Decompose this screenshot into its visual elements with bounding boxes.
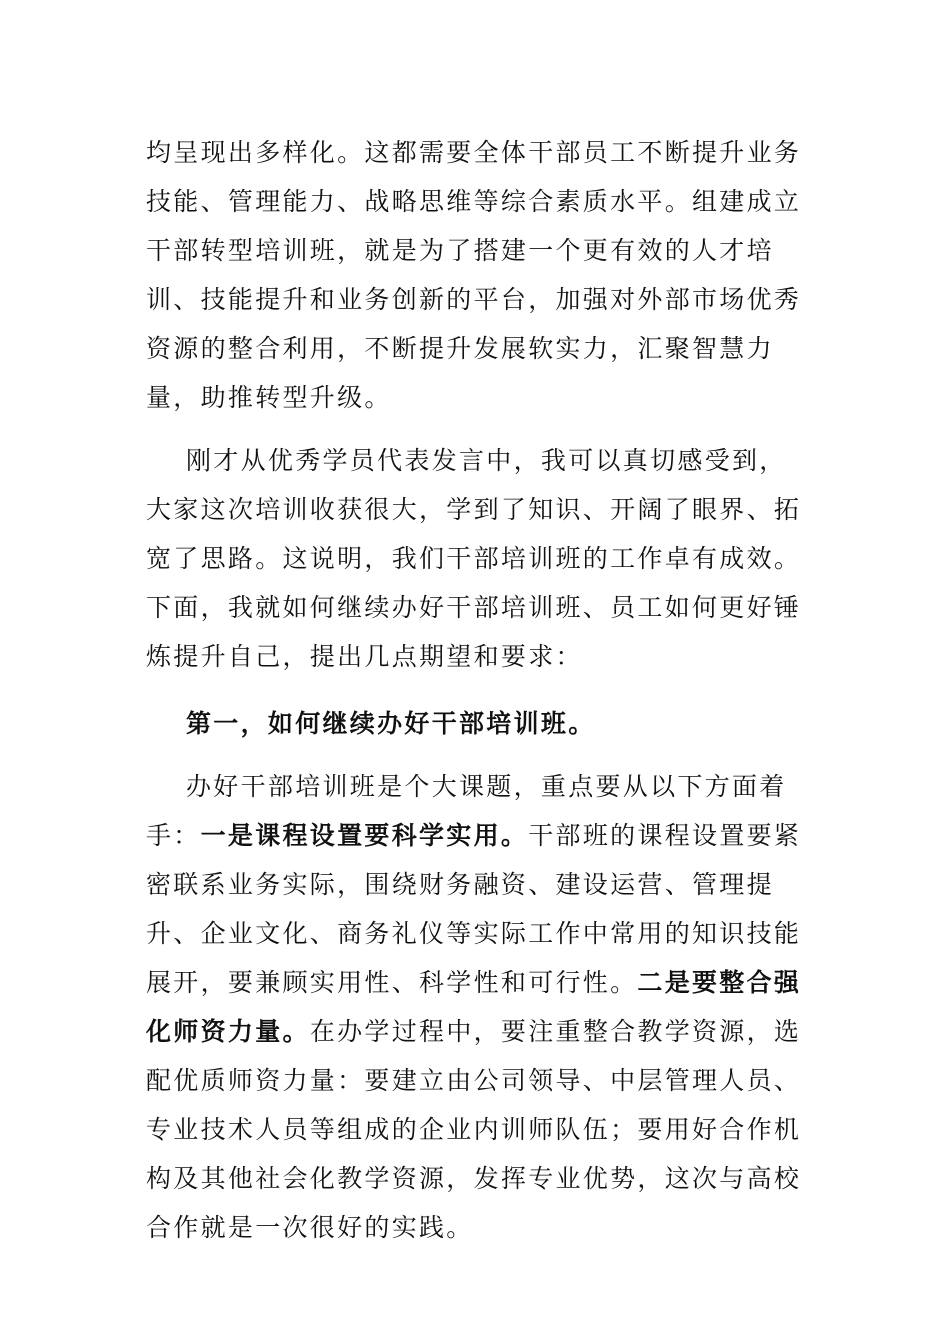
point-one-title: 一是课程设置要科学实用。	[200, 821, 529, 850]
intro-text: 办好干部培训班是个大课题，重点要从以下方面着手：	[146, 772, 787, 850]
document-body	[146, 128, 806, 1252]
paragraph-training-measures	[146, 762, 806, 1252]
paragraph-continuation: 均呈现出多样化。这都需要全体干部员工不断提升业务技能、管理能力、战略思维等综合素质水平。组建成立干部转型培训班，就是为了搭建一个更有效的人才培训、技能提升和业务创新的平台，加强对外部市场优秀资源的整合利用，不断提升发展软实力，汇聚智慧力量，助推转型升级。	[146, 138, 802, 412]
section-heading: 第一，如何继续办好干部培训班。	[186, 709, 596, 738]
point-one-text: 干部班的课程设置要紧密联系业务实际，围绕财务融资、建设运营、管理提升、企业文化、商务礼仪等实际工作中常用的知识技能展开，要兼顾实用性、科学性和可行性。	[146, 821, 802, 997]
point-two-text: 在办学过程中，要注重整合教学资源，选配优质师资力量：要建立由公司领导、中层管理人员、专业技术人员等组成的企业内训师队伍；要用好合作机构及其他社会化教学资源，发挥专业优势，这次与高校合作就是一次很好的实践。	[146, 1017, 802, 1242]
paragraph-training-results: 刚才从优秀学员代表发言中，我可以真切感受到，大家这次培训收获很大，学到了知识、开阔了眼界、拓宽了思路。这说明，我们干部培训班的工作卓有成效。下面，我就如何继续办好干部培训班、员工如何更好锤炼提升自己，提出几点期望和要求：	[146, 446, 802, 671]
point-two-title: 二是要整合强化师资力量。	[146, 968, 802, 1046]
